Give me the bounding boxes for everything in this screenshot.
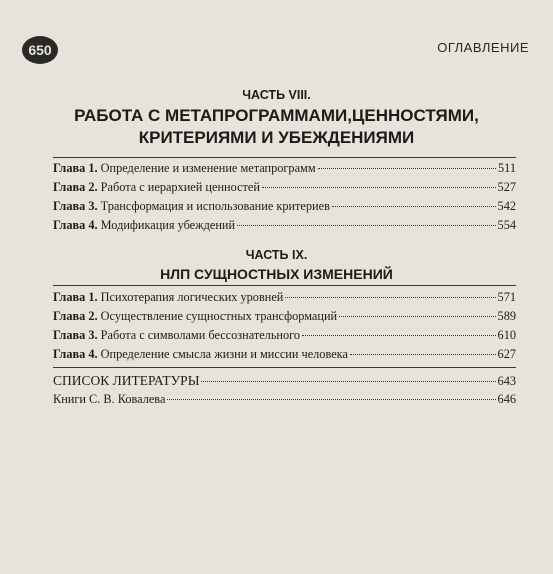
dot-leader: [237, 225, 495, 226]
chapter-page: 627: [497, 347, 516, 361]
dot-leader: [285, 297, 495, 298]
chapter-page: 571: [497, 290, 516, 304]
chapter-label: Глава 1.: [53, 161, 98, 175]
chapter-label: Глава 2.: [53, 180, 98, 194]
chapter-title: Модификация убеждений: [100, 218, 236, 232]
chapter-title: Определение и изменение метапрограмм: [100, 161, 316, 175]
part-9-label: ЧАСТЬ IX.: [245, 248, 308, 262]
toc-entry[interactable]: [53, 347, 516, 363]
part-9-title: НЛП СУЩНОСТНЫХ ИЗМЕНЕНИЙ: [160, 266, 393, 282]
author-books-entry[interactable]: [53, 392, 516, 408]
toc-entry[interactable]: [53, 199, 516, 215]
part-8-label: ЧАСТЬ VIII.: [242, 88, 311, 102]
dot-leader: [318, 168, 496, 169]
toc-entry[interactable]: [53, 180, 516, 196]
section-rule: [53, 285, 516, 286]
chapter-title: Психотерапия логических уровней: [100, 290, 284, 304]
toc-entry[interactable]: [53, 290, 516, 306]
dot-leader: [262, 187, 496, 188]
part-8-title-line-1: РАБОТА С МЕТАПРОГРАММАМИ,ЦЕННОСТЯМИ,: [74, 106, 479, 125]
author-books-page: 646: [497, 392, 516, 406]
chapter-page: 554: [497, 218, 516, 232]
chapter-label: Глава 4.: [53, 347, 98, 361]
part-8-title-line-2: КРИТЕРИЯМИ И УБЕЖДЕНИЯМИ: [138, 128, 415, 147]
chapter-title: Работа с иерархией ценностей: [100, 180, 260, 194]
toc-entry[interactable]: [53, 218, 516, 234]
running-head: ОГЛАВЛЕНИЕ: [437, 40, 529, 55]
toc-entry[interactable]: [53, 309, 516, 325]
references-page: 643: [497, 374, 516, 388]
dot-leader: [167, 399, 495, 400]
chapter-page: 542: [497, 199, 516, 213]
toc-entry[interactable]: [53, 161, 516, 177]
chapter-label: Глава 2.: [53, 309, 98, 323]
chapter-title: Определение смысла жизни и миссии человека: [100, 347, 348, 361]
chapter-label: Глава 3.: [53, 328, 98, 342]
chapter-label: Глава 1.: [53, 290, 98, 304]
dot-leader: [201, 381, 495, 382]
chapter-page: 527: [497, 180, 516, 194]
author-books-title: Книги С. В. Ковалева: [53, 392, 166, 406]
chapter-label: Глава 3.: [53, 199, 98, 213]
chapter-label: Глава 4.: [53, 218, 98, 232]
dot-leader: [339, 316, 495, 317]
chapter-page: 589: [497, 309, 516, 323]
section-rule: [53, 157, 516, 158]
dot-leader: [350, 354, 496, 355]
toc-entry[interactable]: [53, 328, 516, 344]
chapter-title: Осуществление сущностных трансформаций: [100, 309, 338, 323]
chapter-page: 511: [498, 161, 516, 175]
chapter-title: Трансформация и использование критериев: [100, 199, 330, 213]
page-number: 650: [22, 36, 58, 64]
references-entry[interactable]: [53, 373, 516, 389]
references-title: СПИСОК ЛИТЕРАТУРЫ: [53, 373, 200, 388]
chapter-page: 610: [497, 328, 516, 342]
section-rule: [53, 367, 516, 368]
dot-leader: [332, 206, 496, 207]
dot-leader: [302, 335, 496, 336]
chapter-title: Работа с символами бессознательного: [100, 328, 301, 342]
